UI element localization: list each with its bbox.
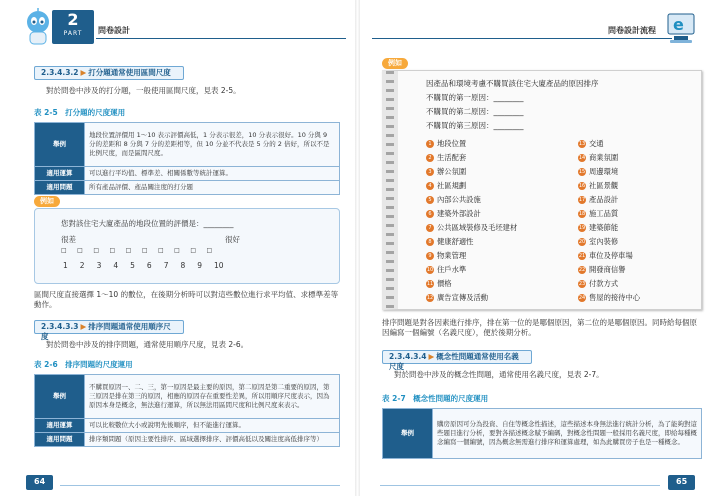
footer-rule bbox=[380, 485, 660, 486]
scale-numbers bbox=[63, 261, 224, 271]
scale-boxes: □ □ □ □ □ □ □ □ □ □ bbox=[61, 247, 212, 254]
option-label: 廣告宣傳及活動 bbox=[437, 293, 489, 302]
table-cell: 所有產品評價、產品關注度的打分題 bbox=[85, 180, 340, 194]
part-number: 2 bbox=[67, 10, 79, 29]
paragraph: 區間尺度直接選擇 1～10 的數位，在後期分析時可以對這些數位進行求平均值、求標準差等動作。 bbox=[34, 290, 339, 310]
option-item bbox=[426, 195, 481, 205]
chapter-title: 問卷設計流程 bbox=[608, 26, 656, 35]
option-number-badge: 17 bbox=[578, 197, 586, 203]
table-label: 舉例 bbox=[35, 375, 85, 419]
question-line: 不購買的第二原因：________ bbox=[426, 107, 524, 116]
part-badge bbox=[52, 10, 94, 44]
option-item bbox=[426, 237, 473, 247]
option-item bbox=[426, 265, 466, 275]
option-item bbox=[578, 139, 604, 149]
option-number-badge: 2 bbox=[426, 154, 434, 162]
scale-number: 10 bbox=[214, 261, 224, 270]
table-cell: 不購買原因一、二、三，第一原因是最主要的原因，第二原因是第二重要的原因，第三原因是排在第三的原因，相應的原因存在重要性差異，所以用順序尺度表示，因為原因本身是概念，無法進行運算，所以無法用區間尺度和比例尺度來表示。 bbox=[85, 375, 340, 419]
option-label: 生活配套 bbox=[437, 153, 467, 162]
section-number: 2.3.4.3.4 bbox=[389, 352, 427, 361]
scale-number: 9 bbox=[197, 261, 203, 270]
option-label: 建築節能 bbox=[589, 223, 619, 232]
table-caption: 表 2-7 概念性問題的尺度運用 bbox=[382, 394, 489, 403]
option-label: 建築外部設計 bbox=[437, 209, 481, 218]
option-number-badge: 18 bbox=[578, 211, 586, 217]
section-title: 概念性問題通常使用名義尺度 bbox=[389, 352, 519, 372]
option-item bbox=[578, 279, 618, 289]
option-item bbox=[578, 167, 618, 177]
table-label: 適用問題 bbox=[35, 180, 85, 194]
page-number: 64 bbox=[26, 475, 53, 490]
option-label: 地段位置 bbox=[437, 139, 467, 148]
option-number-badge: 23 bbox=[578, 281, 586, 287]
left-page bbox=[0, 0, 355, 496]
option-number-badge: 9 bbox=[426, 252, 434, 260]
table-label: 適用運算 bbox=[35, 167, 85, 181]
scale-number: 8 bbox=[180, 261, 186, 270]
option-number-badge: 24 bbox=[578, 295, 586, 301]
option-item bbox=[426, 181, 466, 191]
scale-table bbox=[34, 122, 340, 195]
example-question: 您對該住宅大廈產品的地段位置的評價是：________ bbox=[61, 219, 234, 228]
option-item bbox=[426, 251, 466, 261]
option-number-badge: 4 bbox=[426, 182, 434, 190]
scale-table bbox=[382, 408, 702, 459]
scale-number: 7 bbox=[163, 261, 169, 270]
part-label: PART bbox=[63, 30, 83, 37]
option-label: 售屋的接待中心 bbox=[589, 293, 641, 302]
table-caption: 表 2-5 打分題的尺度運用 bbox=[34, 108, 126, 117]
option-number-badge: 10 bbox=[426, 267, 434, 273]
page-number: 65 bbox=[668, 475, 695, 490]
table-row bbox=[35, 180, 340, 194]
option-item bbox=[578, 223, 618, 233]
option-number-badge: 1 bbox=[426, 140, 434, 148]
scale-table bbox=[34, 374, 340, 447]
scale-high-label: 很好 bbox=[225, 235, 240, 244]
option-number-badge: 19 bbox=[578, 225, 586, 231]
computer-logo-icon bbox=[660, 8, 700, 48]
option-label: 公共區域裝修及毛坯建材 bbox=[437, 223, 518, 232]
triangle-icon: ▶ bbox=[80, 68, 87, 77]
option-label: 施工品質 bbox=[589, 209, 619, 218]
option-number-badge: 11 bbox=[426, 281, 434, 287]
option-item bbox=[578, 195, 618, 205]
paragraph: 對於問卷中涉及的排序問題，通常使用順序尺度，見表 2-6。 bbox=[46, 340, 249, 349]
option-label: 辦公氛圍 bbox=[437, 167, 467, 176]
option-number-badge: 15 bbox=[578, 169, 586, 175]
option-item bbox=[578, 237, 618, 247]
option-item bbox=[426, 139, 466, 149]
section-number: 2.3.4.3.3 bbox=[41, 322, 79, 331]
option-item bbox=[426, 167, 466, 177]
chapter-title: 問卷設計 bbox=[98, 26, 130, 35]
table-cell: 購房原因可分為投資、自住等概念性描述，這些描述本身無法進行統計分析，為了能夠對這些題目進行分析，要對各描述概念賦予編碼，對概念性問題一般採用名義尺度，即給每種概念編寫一個編號，因為概念無需進行排序和運算處理，如為此購買房子也是一種概念。 bbox=[433, 409, 702, 459]
option-label: 周邊環境 bbox=[589, 167, 619, 176]
option-label: 住戶水準 bbox=[437, 265, 467, 274]
option-label: 物業管理 bbox=[437, 251, 467, 260]
option-item bbox=[578, 293, 640, 303]
table-row bbox=[35, 419, 340, 433]
table-row bbox=[35, 432, 340, 446]
option-number-badge: 22 bbox=[578, 267, 586, 273]
table-cell: 可以進行平均值、標準差、相關係數等統計運算。 bbox=[85, 167, 340, 181]
header-rule bbox=[96, 38, 346, 39]
option-number-badge: 13 bbox=[578, 141, 586, 147]
option-number-badge: 5 bbox=[426, 196, 434, 204]
table-row bbox=[35, 123, 340, 167]
table-label: 舉例 bbox=[383, 409, 433, 459]
option-item bbox=[426, 279, 452, 289]
option-item bbox=[426, 223, 517, 233]
paragraph: 排序問題是對各因素進行排序，排在第一位的是哪個原因，第二位的是哪個原因。同時給每個原因編寫一個編號（名義尺度），便於後期分析。 bbox=[382, 318, 697, 338]
table-cell: 排序類問題（原因主要性排序、區域選擇排序、評價高低以及關注度高低排序等） bbox=[85, 432, 340, 446]
example-tag: 例如 bbox=[34, 196, 60, 207]
scale-number: 5 bbox=[130, 261, 135, 270]
scale-number: 1 bbox=[63, 261, 68, 270]
paragraph: 對於問卷中涉及的打分題，一般使用區間尺度，見表 2-5。 bbox=[46, 86, 241, 95]
option-label: 車位及停車場 bbox=[589, 251, 633, 260]
question-title: 因產品和環境考慮不購買該住宅大廈產品的原因排序 bbox=[426, 79, 599, 88]
option-item bbox=[426, 293, 488, 303]
option-label: 產品設計 bbox=[589, 195, 619, 204]
scale-number: 2 bbox=[79, 261, 85, 270]
option-number-badge: 6 bbox=[426, 210, 434, 218]
option-item bbox=[426, 209, 481, 219]
table-cell: 可以比較數位大小或說明先後順序，但不能進行運算。 bbox=[85, 419, 340, 433]
option-label: 價格 bbox=[437, 279, 452, 288]
option-number-badge: 21 bbox=[578, 253, 586, 259]
option-label: 商業氛圍 bbox=[589, 153, 619, 162]
question-line: 不購買的第三原因：________ bbox=[426, 121, 524, 130]
example-notebook bbox=[382, 70, 702, 310]
scale-number: 6 bbox=[146, 261, 152, 270]
table-label: 適用運算 bbox=[35, 419, 85, 433]
scale-number: 4 bbox=[113, 261, 119, 270]
option-number-badge: 12 bbox=[426, 295, 434, 301]
svg-text:e: e bbox=[673, 15, 684, 34]
section-title: 打分題通常使用區間尺度 bbox=[88, 68, 171, 77]
example-box bbox=[34, 208, 340, 284]
table-row bbox=[383, 409, 702, 459]
option-item bbox=[578, 153, 618, 163]
table-label: 適用問題 bbox=[35, 432, 85, 446]
section-heading bbox=[34, 66, 184, 80]
option-label: 社區規劃 bbox=[437, 181, 467, 190]
section-title: 排序問題通常使用順序尺度 bbox=[41, 322, 171, 342]
table-row bbox=[35, 375, 340, 419]
option-label: 健康舒適性 bbox=[437, 237, 474, 246]
option-label: 付款方式 bbox=[589, 279, 619, 288]
option-item bbox=[578, 251, 633, 261]
table-row bbox=[35, 167, 340, 181]
table-cell: 地段位置評價用 1～10 表示評價高低，1 分表示很差，10 分表示很好。10 分與 9 分的差距和 8 分與 7 分的差距相等，但 10 分並不代表是 5 分的 2 倍好，所以不是比例尺度，而是區間尺度。 bbox=[85, 123, 340, 167]
option-item bbox=[578, 209, 618, 219]
scale-low-label: 很差 bbox=[61, 235, 76, 244]
table-caption: 表 2-6 排序問題的尺度運用 bbox=[34, 360, 133, 369]
option-number-badge: 8 bbox=[426, 238, 434, 246]
option-label: 社區景觀 bbox=[589, 181, 619, 190]
option-number-badge: 7 bbox=[426, 224, 434, 232]
option-number-badge: 20 bbox=[578, 239, 586, 245]
example-tag: 例如 bbox=[382, 58, 408, 69]
section-heading bbox=[34, 320, 184, 342]
option-label: 內部公共設施 bbox=[437, 195, 481, 204]
table-label: 舉例 bbox=[35, 123, 85, 167]
paragraph: 對於問卷中涉及的概念性問題，通常使用名義尺度，見表 2-7。 bbox=[394, 370, 604, 379]
option-label: 室內裝修 bbox=[589, 237, 619, 246]
option-item bbox=[578, 181, 618, 191]
option-number-badge: 3 bbox=[426, 168, 434, 176]
option-number-badge: 14 bbox=[578, 155, 586, 161]
header-rule bbox=[372, 38, 672, 39]
option-label: 開發商信譽 bbox=[589, 265, 626, 274]
option-number-badge: 16 bbox=[578, 183, 586, 189]
triangle-icon: ▶ bbox=[80, 322, 87, 331]
option-label: 交通 bbox=[589, 139, 604, 148]
scale-number: 3 bbox=[96, 261, 102, 270]
footer-rule bbox=[60, 485, 340, 486]
triangle-icon: ▶ bbox=[428, 352, 435, 361]
section-heading bbox=[382, 350, 532, 372]
section-number: 2.3.4.3.2 bbox=[41, 68, 79, 77]
question-line: 不購買的第一原因：________ bbox=[426, 93, 524, 102]
right-page bbox=[360, 0, 720, 496]
option-item bbox=[578, 265, 625, 275]
option-item bbox=[426, 153, 466, 163]
